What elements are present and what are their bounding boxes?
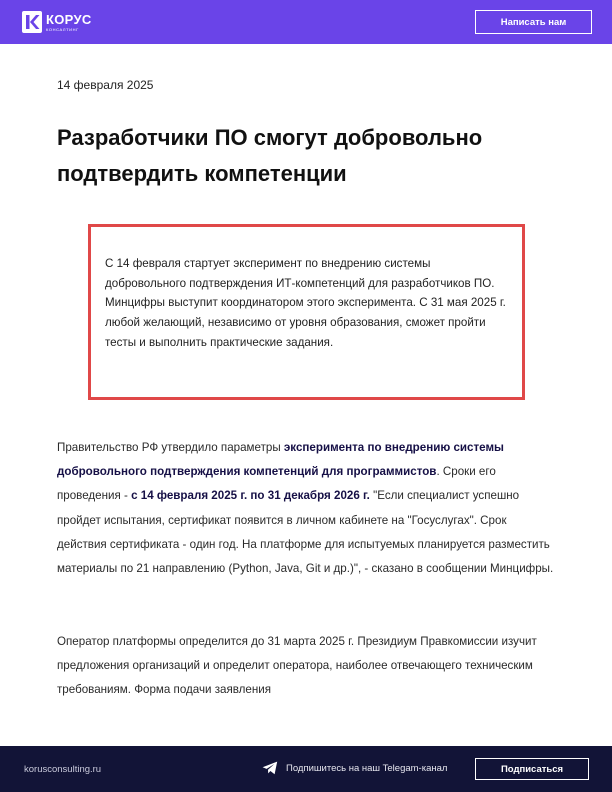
site-footer	[0, 746, 612, 792]
korus-logo[interactable]	[22, 11, 92, 33]
experiment-dates: с 14 февраля 2025 г. по 31 декабря 2026 г.	[131, 489, 370, 503]
paragraph-1-text-2: . Сроки его проведения -	[57, 465, 496, 503]
article-lead: С 14 февраля стартует эксперимент по внедрению системы добровольного подтверждения ИТ-компетенций для разработчиков ПО. Минцифры выступит координатором этого эксперимента. С 31 мая 2025 г. любой желающий, независимо от уровня образования, сможет пройти тесты и выполнить практические задания.	[105, 257, 506, 349]
contact-us-button[interactable]: Написать нам	[475, 10, 592, 34]
subscribe-button[interactable]: Подписаться	[475, 758, 589, 780]
paragraph-1-text-3: "Если специалист успешно пройдет испытания, сертификат появится в личном кабинете на "Госуслугах". Срок действия сертификата - один год. На платформе для испытуемых планируется разместить материалы по 21 направлению (Python, Java, Git и др.)", - сказано в сообщении Минцифры.	[57, 489, 554, 576]
article-paragraph-1	[57, 436, 557, 581]
experiment-link-text: эксперимента по внедрению системы добровольного подтверждения компетенций для программистов	[57, 441, 504, 479]
logo-subtitle: КОНСАЛТИНГ	[46, 26, 79, 32]
article-paragraph-2: Оператор платформы определится до 31 марта 2025 г. Президиум Правкомиссии изучит предложения организаций и определит оператора, наиболее отвечающего техническим требованиям. Форма подачи заявления	[57, 635, 537, 697]
korus-logo-icon	[22, 11, 42, 33]
footer-site-link[interactable]: korusconsulting.ru	[24, 763, 102, 775]
telegram-icon	[262, 761, 278, 775]
article-title: Разработчики ПО смогут добровольно подтвердить компетенции	[57, 125, 483, 186]
telegram-link[interactable]	[262, 761, 447, 775]
site-header	[0, 0, 612, 44]
telegram-subscribe-text: Подпишитесь на наш Telegam-канал	[286, 762, 448, 774]
article-date: 14 февраля 2025	[57, 78, 154, 92]
logo-name: КОРУС	[46, 11, 92, 27]
paragraph-1-text-1: Правительство РФ утвердило параметры	[57, 441, 284, 454]
